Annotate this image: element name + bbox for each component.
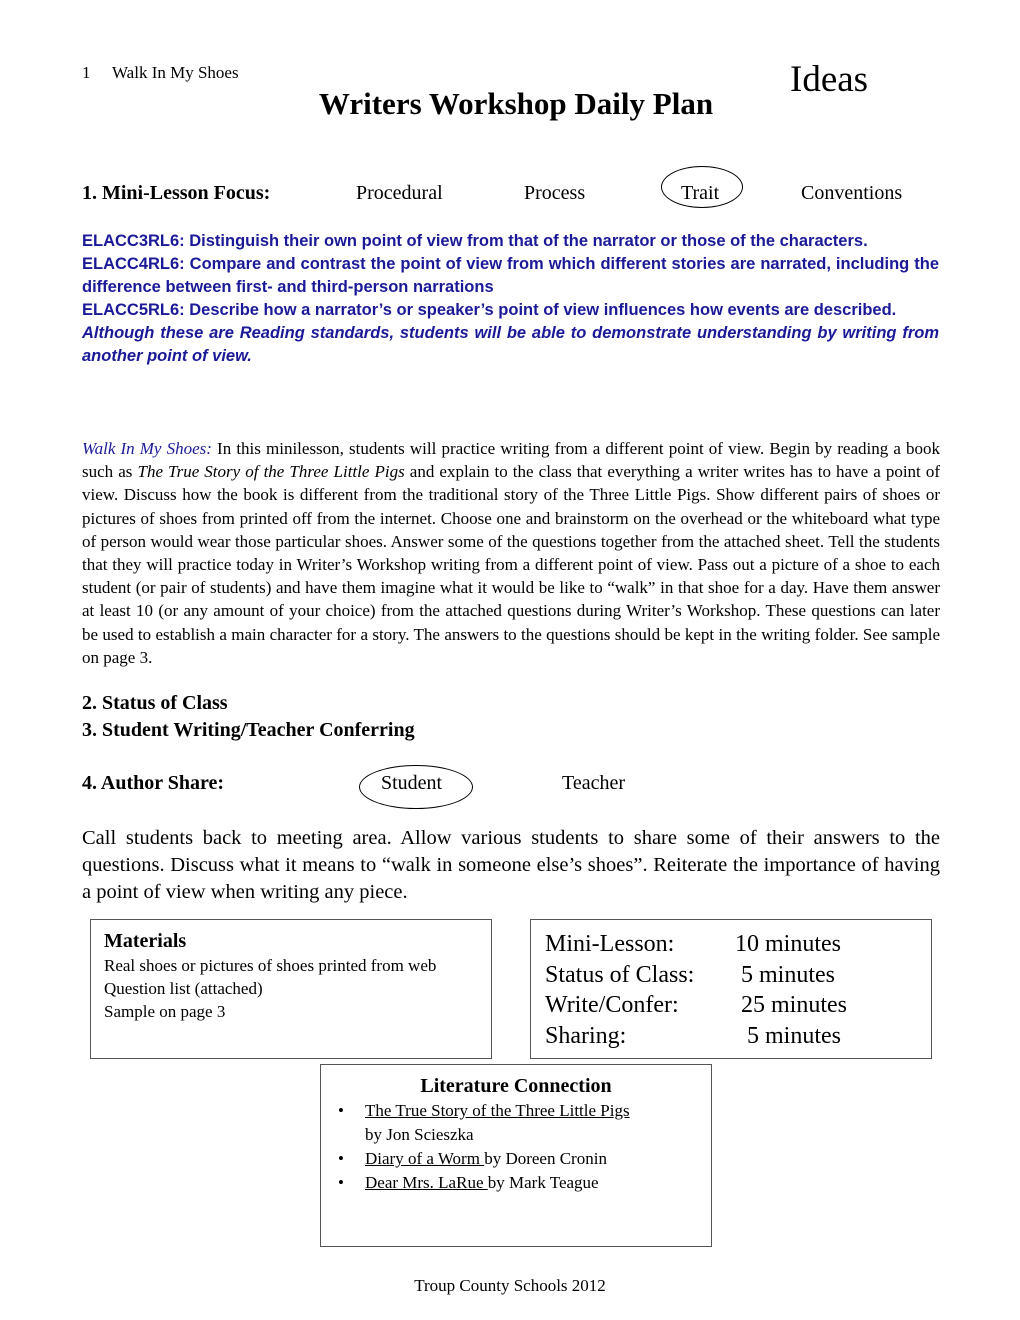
option-student: Student [381, 772, 443, 794]
standard-5: ELACC5RL6: Describe how a narrator’s or speaker’s point of view influences how events are described. [82, 301, 897, 319]
schedule-label: Status of Class: [545, 961, 695, 988]
option-conventions: Conventions [801, 182, 903, 204]
lesson-description [82, 437, 940, 669]
schedule-time: 5 minutes [735, 961, 835, 988]
book-title: Diary of a Worm [365, 1149, 485, 1168]
lesson-lead: Walk In My Shoes: [82, 439, 212, 458]
trait-label: Ideas [790, 59, 869, 100]
bullet-icon: • [338, 1101, 344, 1120]
option-process: Process [524, 182, 586, 204]
material-item: Sample on page 3 [104, 1002, 226, 1021]
schedule-time: 5 minutes [735, 1022, 841, 1049]
standards-note: Although these are Reading standards, students will be able to demonstrate understanding by writing from another point of view. [82, 324, 939, 365]
materials-title: Materials [104, 930, 187, 952]
selection-circle [661, 166, 743, 208]
book-item [338, 1171, 711, 1195]
book-title: The True Story of the Three Little Pigs [365, 1101, 630, 1120]
book-item [338, 1147, 711, 1171]
schedule-label: Mini-Lesson: [545, 931, 675, 957]
lesson-text: and explain to the class that everything a writer writes has to have a point of view. Discuss how the book is different from the traditional story of the Three Little Pigs. Show different pairs of shoes or pictures of shoes from printed off from the internet. Choose one and brainstorm on the overhead or the whiteboard what type of person would wear those particular shoes. Answer some of the questions together from the attached sheet. Tell the students that they will practice today in Writer’s Workshop writing from a different point of view. Pass out a picture of a shoe to each student (or pair of students) and have them imagine what it would be like to “walk” in that shoe for a day. Have them answer at least 10 (or any amount of your choice) from the attached questions during Writer’s Workshop. These questions can later be used to establish a main character for a story. The answers to the questions should be kept in the writing folder. See sample on page 3. [82, 462, 941, 667]
section-conferring: 3. Student Writing/Teacher Conferring [82, 719, 415, 741]
material-item: Question list (attached) [104, 979, 263, 998]
section-status: 2. Status of Class [82, 692, 228, 714]
standard-4: ELACC4RL6: Compare and contrast the point of view from which different stories are narrated, including the difference between first- and third-person narrations [82, 255, 939, 296]
bullet-icon: • [338, 1173, 344, 1192]
footer: Troup County Schools 2012 [414, 1276, 606, 1295]
schedule-row [545, 960, 917, 991]
option-procedural: Procedural [356, 182, 443, 204]
schedule-box [530, 919, 932, 1059]
schedule-row [545, 990, 917, 1021]
book-title: The True Story of the Three Little Pigs [137, 462, 405, 482]
material-item: Real shoes or pictures of shoes printed from web [104, 956, 437, 975]
page-number: 1 [82, 63, 91, 82]
option-trait: Trait [681, 182, 720, 204]
lesson-text: In this minilesson, students will practice writing from a different point of view. Begin by reading a book such as [82, 439, 940, 482]
book-author: by Doreen Cronin [484, 1149, 607, 1168]
option-teacher: Teacher [562, 772, 625, 794]
book-author: by Mark Teague [487, 1173, 599, 1192]
book-author: by Jon Scieszka [365, 1125, 474, 1144]
schedule-time: 25 minutes [735, 992, 847, 1018]
page-title: Writers Workshop Daily Plan [318, 86, 714, 121]
literature-title: Literature Connection [420, 1075, 612, 1097]
mini-lesson-label: 1. Mini-Lesson Focus: [82, 182, 271, 204]
selection-circle [359, 765, 473, 809]
materials-box [90, 919, 492, 1059]
schedule-time: 10 minutes [735, 931, 841, 957]
schedule-label: Sharing: [545, 1022, 627, 1049]
book-item [338, 1099, 711, 1147]
schedule-row [545, 1021, 917, 1052]
bullet-icon: • [338, 1149, 344, 1168]
standards [82, 230, 939, 368]
author-share-label: 4. Author Share: [82, 772, 225, 794]
author-share-text: Call students back to meeting area. Allow various students to share some of their answers to the questions. Discuss what it means to “walk in someone else’s shoes”. Reiterate the importance of having a point of view when writing any piece. [82, 827, 940, 903]
literature-box [320, 1064, 712, 1247]
schedule-label: Write/Confer: [545, 992, 679, 1018]
schedule-row [545, 929, 917, 960]
standard-3: ELACC3RL6: Distinguish their own point of view from that of the narrator or those of the characters. [82, 232, 868, 250]
lesson-title: Walk In My Shoes [112, 63, 239, 82]
book-title: Dear Mrs. LaRue [365, 1173, 488, 1192]
